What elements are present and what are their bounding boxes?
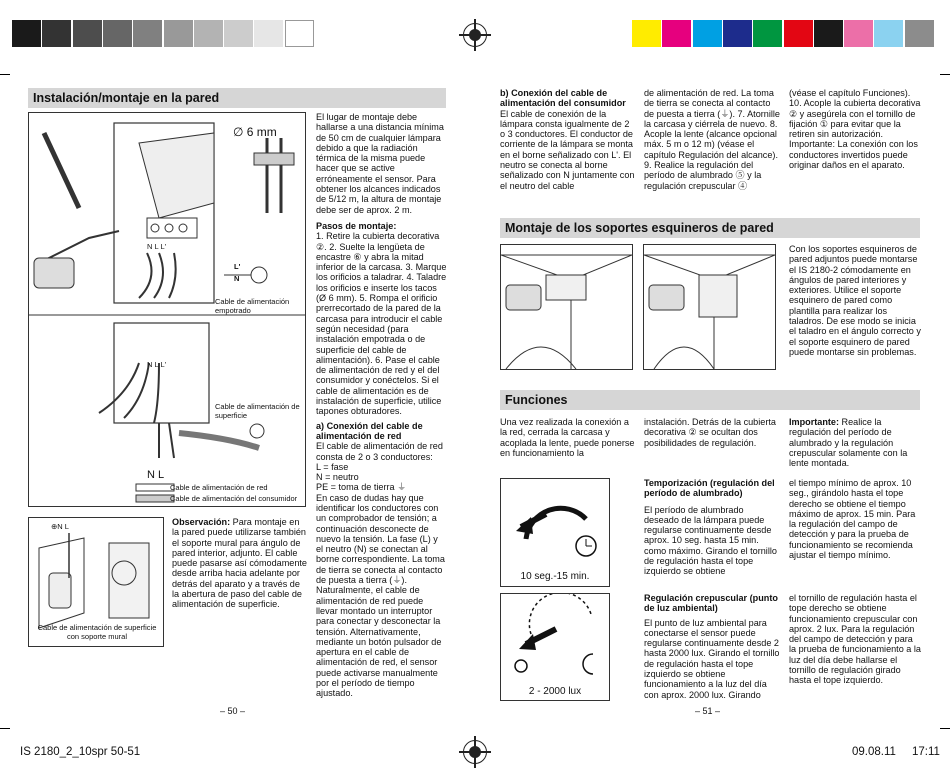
corner-mount-illustration <box>644 245 775 369</box>
registration-mark-bottom <box>463 740 487 764</box>
legend-mains-cable: Cable de alimentación de red <box>170 483 268 492</box>
footer-date: 09.08.11 <box>852 746 896 758</box>
corner-figure-2 <box>643 244 776 370</box>
functions-col3 <box>789 417 921 468</box>
functions-col1: Una vez realizada la conexión a la red, cerrada la carcasa y acoplada la lente, puede ponerse en funcionamiento la <box>500 417 635 458</box>
corner-text: Con los soportes esquineros de pared adjuntos puede montarse el IS 2180-2 cómodamente en ángulos de pared interiores y exteriores. Utilice el soporte esquinero de pared como plantilla para realizar los taladros. De ese modo se inicia el taladro en el ángulo correcto y el soporte esquinero de pared puede montarse sin problemas. <box>789 244 921 357</box>
color-swatch <box>194 20 223 47</box>
twilight-dial-figure <box>500 593 610 701</box>
color-swatch <box>103 20 132 47</box>
label-n: N <box>234 274 240 283</box>
caption-bracket: Cable de alimentación de superficie con soporte mural <box>37 623 157 641</box>
label-l-prime: L' <box>234 262 241 271</box>
corner-drill-illustration <box>501 245 632 369</box>
crop-mark <box>940 74 950 75</box>
conductor-n: N = neutro <box>316 472 359 483</box>
right-col2: de alimentación de red. La toma de tierra se conecta al contacto de puesta a tierra (⏚). 7. Atornille la carcasa y ciérrela de nuevo. 8. Acople la lente (alcance opcional máx. 5 m o 12 m) (véase el capítulo Regulación del alcance). 9. Realice la regulación del período de alumbrado ⑤ y la regulación crepuscular ④ <box>644 88 780 191</box>
section-title-functions: Funciones <box>500 390 920 410</box>
registration-mark-top <box>463 23 487 47</box>
twilight-text: El punto de luz ambiental para conectarse el sensor puede regularse continuamente desde 2 hasta 2000 lux. Girando el tornillo de regulación hasta el tope izquierdo se obtiene funcionamiento a la luz del día con aprox. 2000 lux. Girando <box>644 617 780 700</box>
color-swatch <box>905 20 934 47</box>
conductor-pe: PE = toma de tierra ⏚ <box>316 482 407 493</box>
continuation-paragraph: En caso de dudas hay que identificar los conductores con un comprobador de tensión; a continuación desconecte de nuevo la tensión. La fase (L) y el neutro (N) se conectan al borne correspondiente. La toma de tierra se conecta al contacto de puesta a tierra (⏚). Naturalmente, el cable de alimentación de red puede llevar montado un interruptor para conectar y desconectar la tensión. Alternativamente, mediante un botón pulsador de apertura en el cable de alimentación de red, el sensor puede activarse manualmente por el período de tiempo ajustado. <box>316 492 445 699</box>
color-swatch <box>12 20 41 47</box>
label-n-l-bottom: N L <box>147 469 165 481</box>
sub-b-text: El cable de conexión de la lámpara consta igualmente de 2 o 3 conductores. El conductor de corriente de la lámpara se monta en el borne señalizado con L'. El neutro se conecta al borne señalizado con N juntamente con el neutro del cable <box>500 108 635 191</box>
twilight-range-label: 2 - 2000 lux <box>528 686 582 697</box>
conductor-l: L = fase <box>316 461 349 472</box>
crop-mark <box>940 728 950 729</box>
steps-title: Pasos de montaje: <box>316 220 397 231</box>
sub-b-title: b) Conexión del cable de alimentación del consumidor <box>500 88 626 109</box>
section-title-installation: Instalación/montaje en la pared <box>28 88 446 108</box>
color-swatch <box>42 20 71 47</box>
color-swatch <box>73 20 102 47</box>
caption-cable-embedded: Cable de alimentación empotrado <box>215 297 290 315</box>
color-swatch <box>133 20 162 47</box>
caption-cable-surface: Cable de alimentación de superficie <box>215 402 300 420</box>
timer-range-label: 10 seg.-15 min. <box>520 571 590 582</box>
right-col3: (véase el capítulo Funciones). 10. Acople la cubierta decorativa ② y asegúrela con el tornillo de fijación ① para evitar que la retiren sin autorización. Importante: La conexión con los conductores invertidos puede originar daños en el aparato. <box>789 88 921 171</box>
legend-consumer-cable: Cable de alimentación del consumidor <box>170 494 298 503</box>
color-swatch <box>632 20 661 47</box>
color-swatch <box>254 20 283 47</box>
observation-title: Observación: <box>172 517 231 527</box>
color-swatch <box>662 20 691 47</box>
bracket-wire-labels: ⊕N L <box>51 522 69 531</box>
page-number-left: – 50 – <box>220 706 246 716</box>
twilight-column <box>644 593 780 704</box>
sub-a-title: a) Conexión del cable de alimentación de red <box>316 420 423 441</box>
important-label: Importante: <box>789 417 840 427</box>
timer-title: Temporización (regulación del período de alumbrado) <box>644 478 775 499</box>
corner-figure-1 <box>500 244 633 370</box>
timer-dial-illustration <box>501 479 609 567</box>
drill-size-label: ∅ 6 mm <box>233 125 277 139</box>
timer-text: El período de alumbrado deseado de la lámpara puede regularse continuamente desde aprox. 10 seg. hasta 15 min. como máximo. Girando el tornillo de regulación hasta el tope izquierdo se obtiene <box>644 504 777 577</box>
timer-column <box>644 478 780 581</box>
twilight-title: Regulación crepuscular (punto de luz ambiental) <box>644 593 778 614</box>
crop-mark <box>0 74 10 75</box>
crop-mark <box>0 728 10 729</box>
wall-bracket-figure <box>28 517 164 647</box>
twilight-dial-illustration <box>501 594 609 682</box>
intro-paragraph: El lugar de montaje debe hallarse a una distancia mínima de 50 cm de cualquier lámpara debido a que la radiación térmica de la misma puede hacer que se active erróneamente el sensor. Para obtener los alcances indicados de 5/12 m, la altura de montaje debe ser de aprox. 2 m. <box>316 112 444 215</box>
twilight-text-continued: el tornillo de regulación hasta el tope derecho se obtiene funcionamiento crepuscular con aprox. 2 lux. Para la regulación del campo de detección y para la prueba de funcionamiento a la luz del día debe hallarse el tornillo de regulación girado hasta el tope izquierdo. <box>789 593 921 686</box>
section-title-corner: Montaje de los soportes esquineros de pared <box>500 218 920 238</box>
observation-text: Para montaje en la pared puede utilizarse también el soporte mural para ángulo de pared interior, adjunto. El cable puede pasarse así cómodamente desde arriba hacia adelante por detrás del aparato y a través de la abertura de paso del cable de alimentación de superficie. <box>172 517 307 610</box>
footer-time: 17:11 <box>912 746 940 758</box>
timer-dial-figure <box>500 478 610 587</box>
right-col1 <box>500 88 636 195</box>
steps-paragraph: 1. Retire la cubierta decorativa ②. 2. Suelte la lengüeta de encastre ⑥ y abra la mitad inferior de la carcasa. 3. Marque los orificios a taladrar. 4. Taladre los orificios e inserte los tacos (Ø 6 mm). 5. Rompa el orificio prerrecortado de la pared de la carcasa para introducir el cable según necesidad (para instalación empotrada o de superficie del cable de alimentación). 6. Pase el cable de alimentación de red y el del consumidor y conéctelos. Si el cable de alimentación es de instalación de superficie, utilice tapones obturadores. <box>316 231 447 417</box>
color-swatch <box>224 20 253 47</box>
color-swatch <box>814 20 843 47</box>
color-swatch <box>693 20 722 47</box>
page-number-right: – 51 – <box>695 706 721 716</box>
terminal-labels-top: N L L' <box>147 242 167 251</box>
wiring-figure <box>28 112 306 507</box>
timer-text-continued: el tiempo mínimo de aprox. 10 seg., girándolo hasta el tope derecho se obtiene el tiempo máximo de aprox. 15 min. Para la regulación del campo de detección y para la prueba de funcionamiento se recomienda ajustar el tiempo mínimo. <box>789 478 916 561</box>
sub-a-paragraph: El cable de alimentación de red consta de 2 o 3 conductores: <box>316 441 443 462</box>
color-swatch <box>753 20 782 47</box>
color-swatch <box>874 20 903 47</box>
left-text-column <box>316 112 447 703</box>
important-text: Realice la regulación del período de alumbrado y la regulación crepuscular solamente con la lente montada. <box>789 417 908 469</box>
terminal-labels-bottom: N L L' <box>147 360 167 369</box>
color-swatch <box>784 20 813 47</box>
functions-col2: instalación. Detrás de la cubierta decorativa ② se ocultan dos posibilidades de regulación. <box>644 417 776 448</box>
conductor-list <box>316 462 447 493</box>
color-swatch <box>723 20 752 47</box>
color-swatch <box>844 20 873 47</box>
color-swatch <box>285 20 314 47</box>
color-swatch <box>164 20 193 47</box>
observation-block <box>172 517 307 610</box>
footer-job-id: IS 2180_2_10spr 50-51 <box>20 746 141 758</box>
